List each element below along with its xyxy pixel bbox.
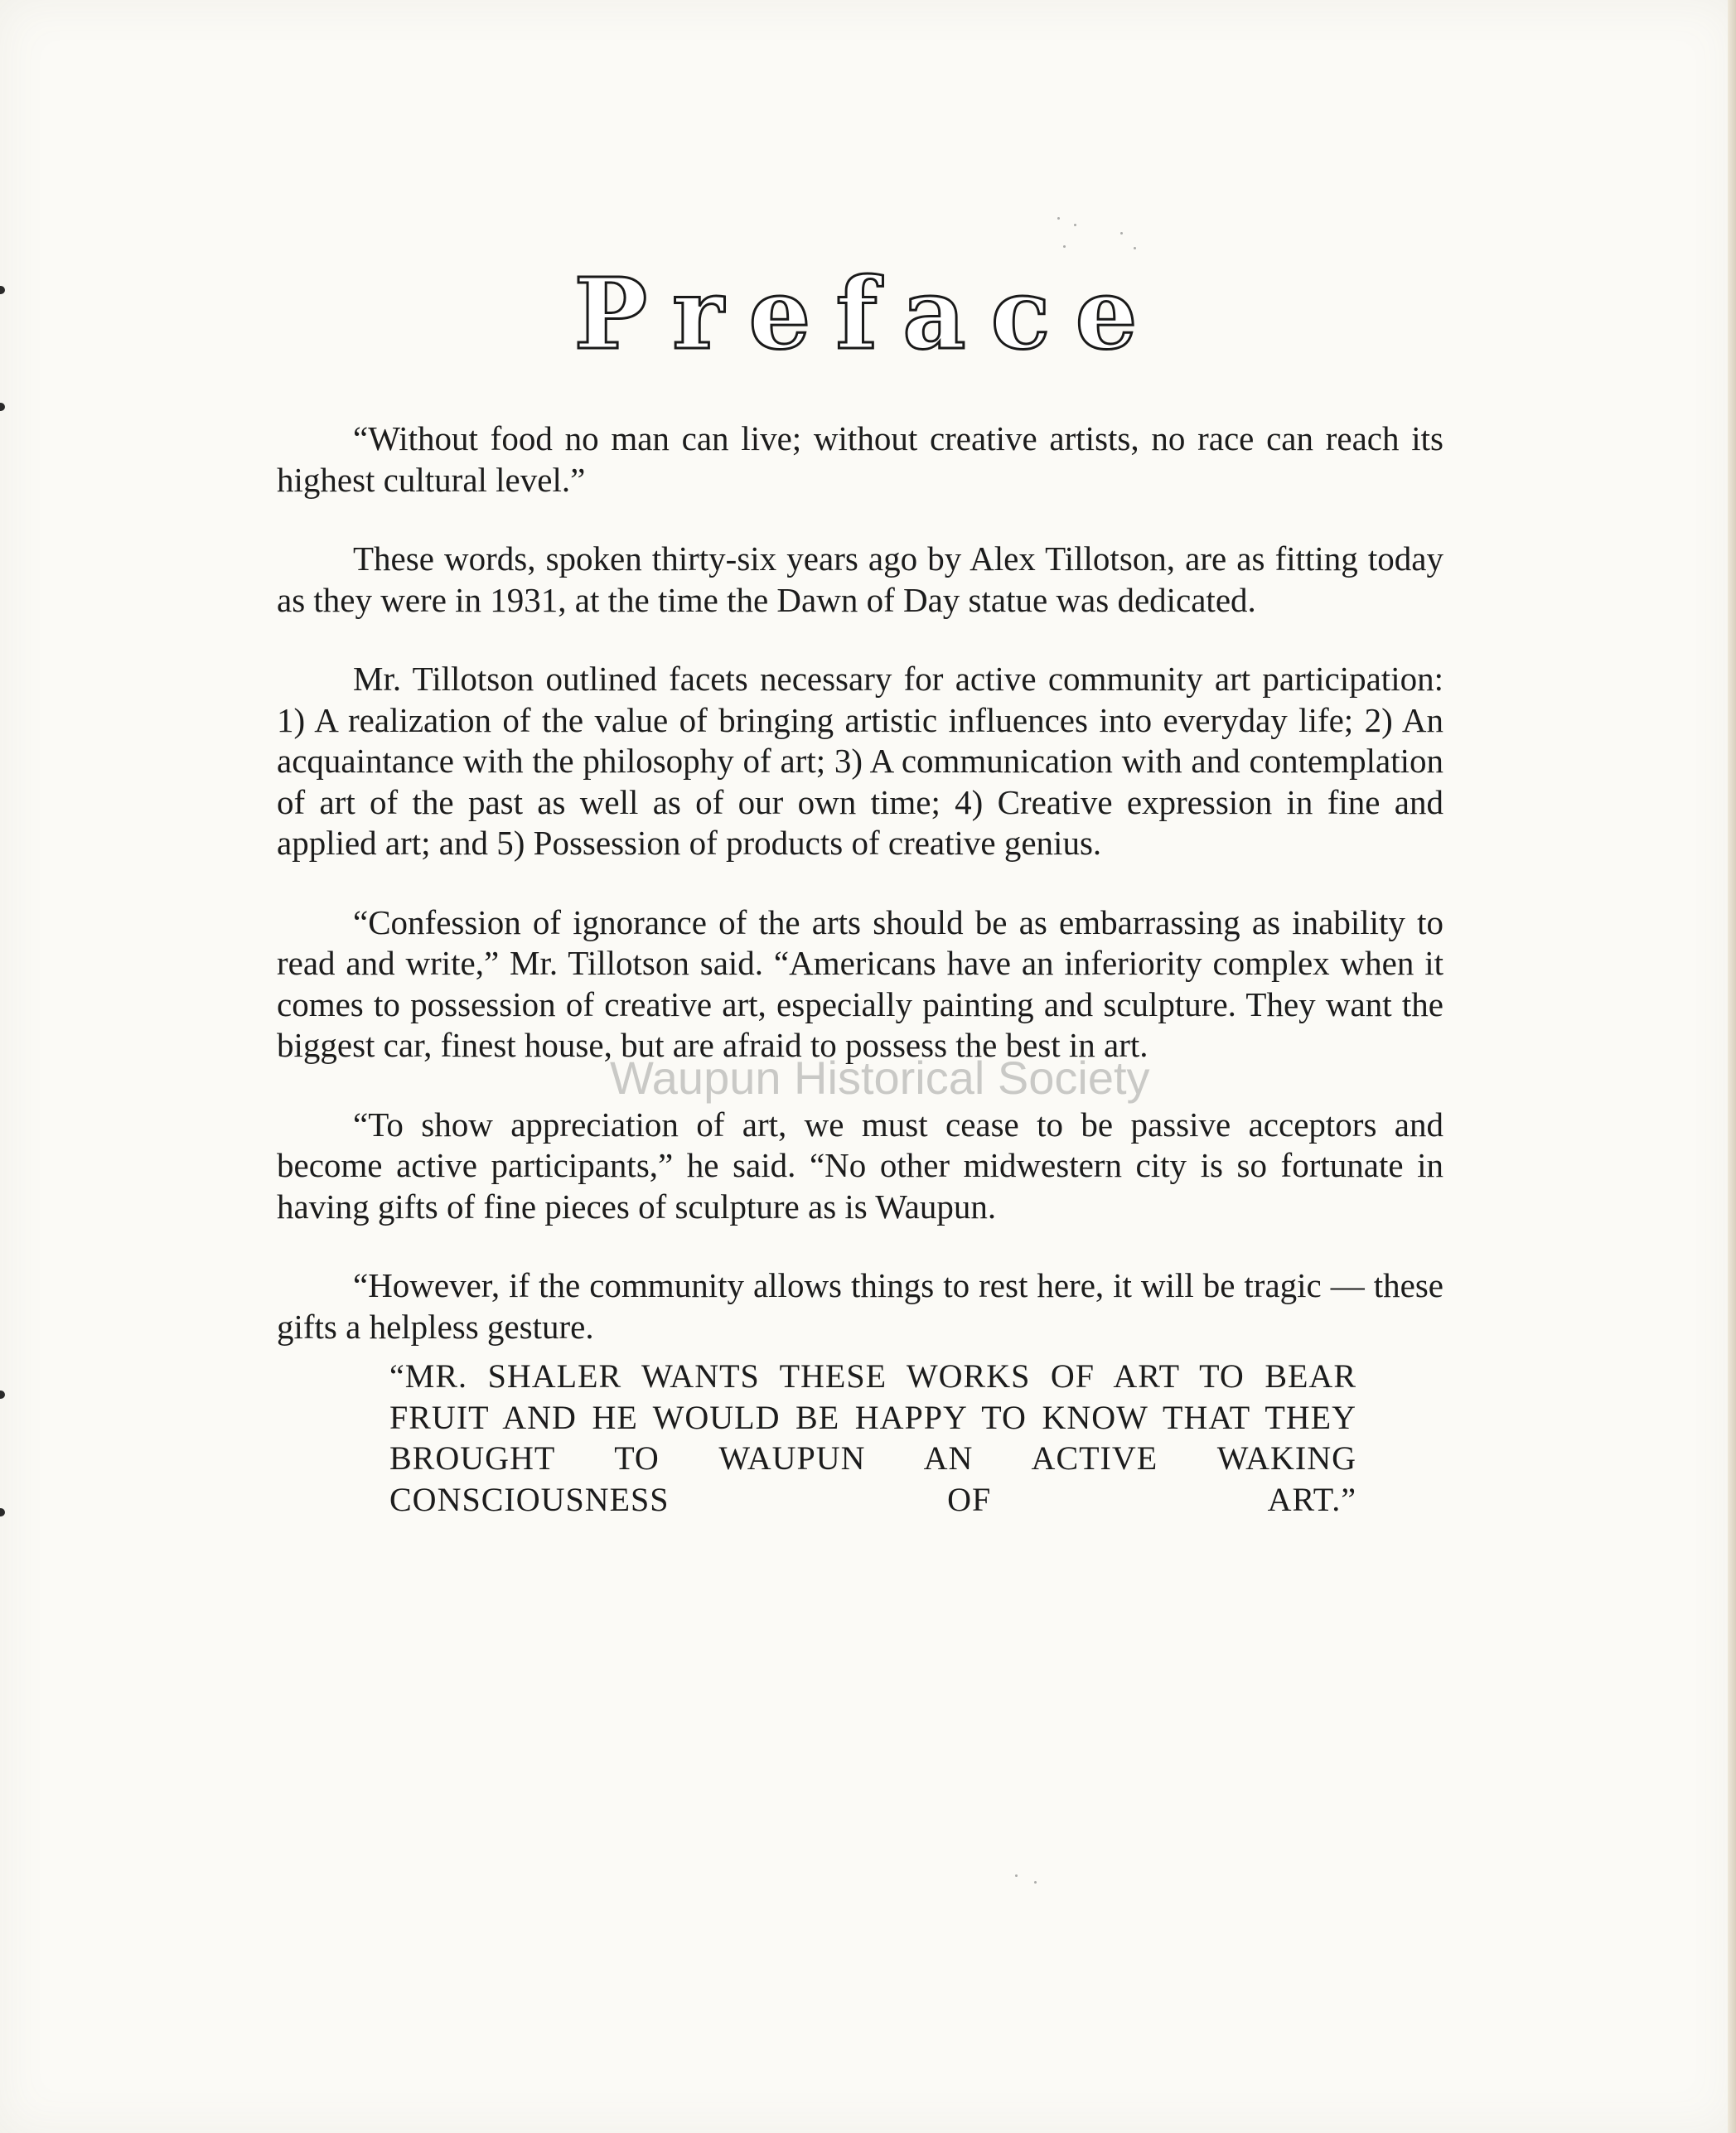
paper-speck — [1134, 247, 1136, 249]
closing-quote: “MR. SHALER WANTS THESE WORKS OF ART TO BEAR FRUIT AND HE WOULD BE HAPPY TO KNOW THAT THEY BROUGHT TO WAUPUN AN ACTIVE WAKING CONSCIOUSNESS OF ART.” — [389, 1357, 1356, 1518]
paper-speck — [1015, 1874, 1018, 1877]
paper-speck — [1120, 232, 1123, 235]
paragraph-appreciation: “To show appreciation of art, we must cease to be passive acceptors and become active participants,” he said. “No other midwestern city is so fortunate in having gifts of fine pieces of sculpture as is Waupun. — [277, 1105, 1443, 1226]
preface-body — [277, 418, 1443, 1561]
paragraph-context: These words, spoken thirty-six years ago by Alex Tillotson, are as fitting today as they were in 1931, at the time the Dawn of Day statue was dedicated. — [277, 539, 1443, 619]
paper-speck — [1057, 217, 1060, 220]
paper-speck — [1034, 1881, 1037, 1884]
paragraph-facets: Mr. Tillotson outlined facets necessary for active community art participation: 1) A realization of the value of bringing artistic influences into everyday life; 2) An acquaintance with the philosophy of art; 3) A communication with and contemplation of art of the past as well as of our own time; 4) Creative expression in fine and applied art; and 5) Possession of products of creative genius. — [277, 660, 1443, 862]
paper-speck — [1074, 224, 1076, 226]
watermark: Waupun Historical Society — [610, 1052, 1150, 1104]
binding-hole — [0, 1508, 5, 1516]
binding-hole — [0, 403, 5, 411]
paragraph-quote-opening: “Without food no man can live; without creative artists, no race can reach its highest cultural level.” — [277, 419, 1443, 499]
paragraph-however: “However, if the community allows things to rest here, it will be tragic — these gifts a helpless gesture. — [277, 1266, 1443, 1346]
binding-hole — [0, 1391, 5, 1399]
page-title: Preface — [573, 256, 1163, 371]
paper-speck — [1063, 245, 1066, 248]
paragraph-confession: “Confession of ignorance of the arts should be as embarrassing as inability to read and write,” Mr. Tillotson said. “Americans have an inferiority complex when it comes to possession of creative art, especially painting and sculpture. They want the biggest car, finest house, but are afraid to possess the best in art. — [277, 902, 1443, 1064]
